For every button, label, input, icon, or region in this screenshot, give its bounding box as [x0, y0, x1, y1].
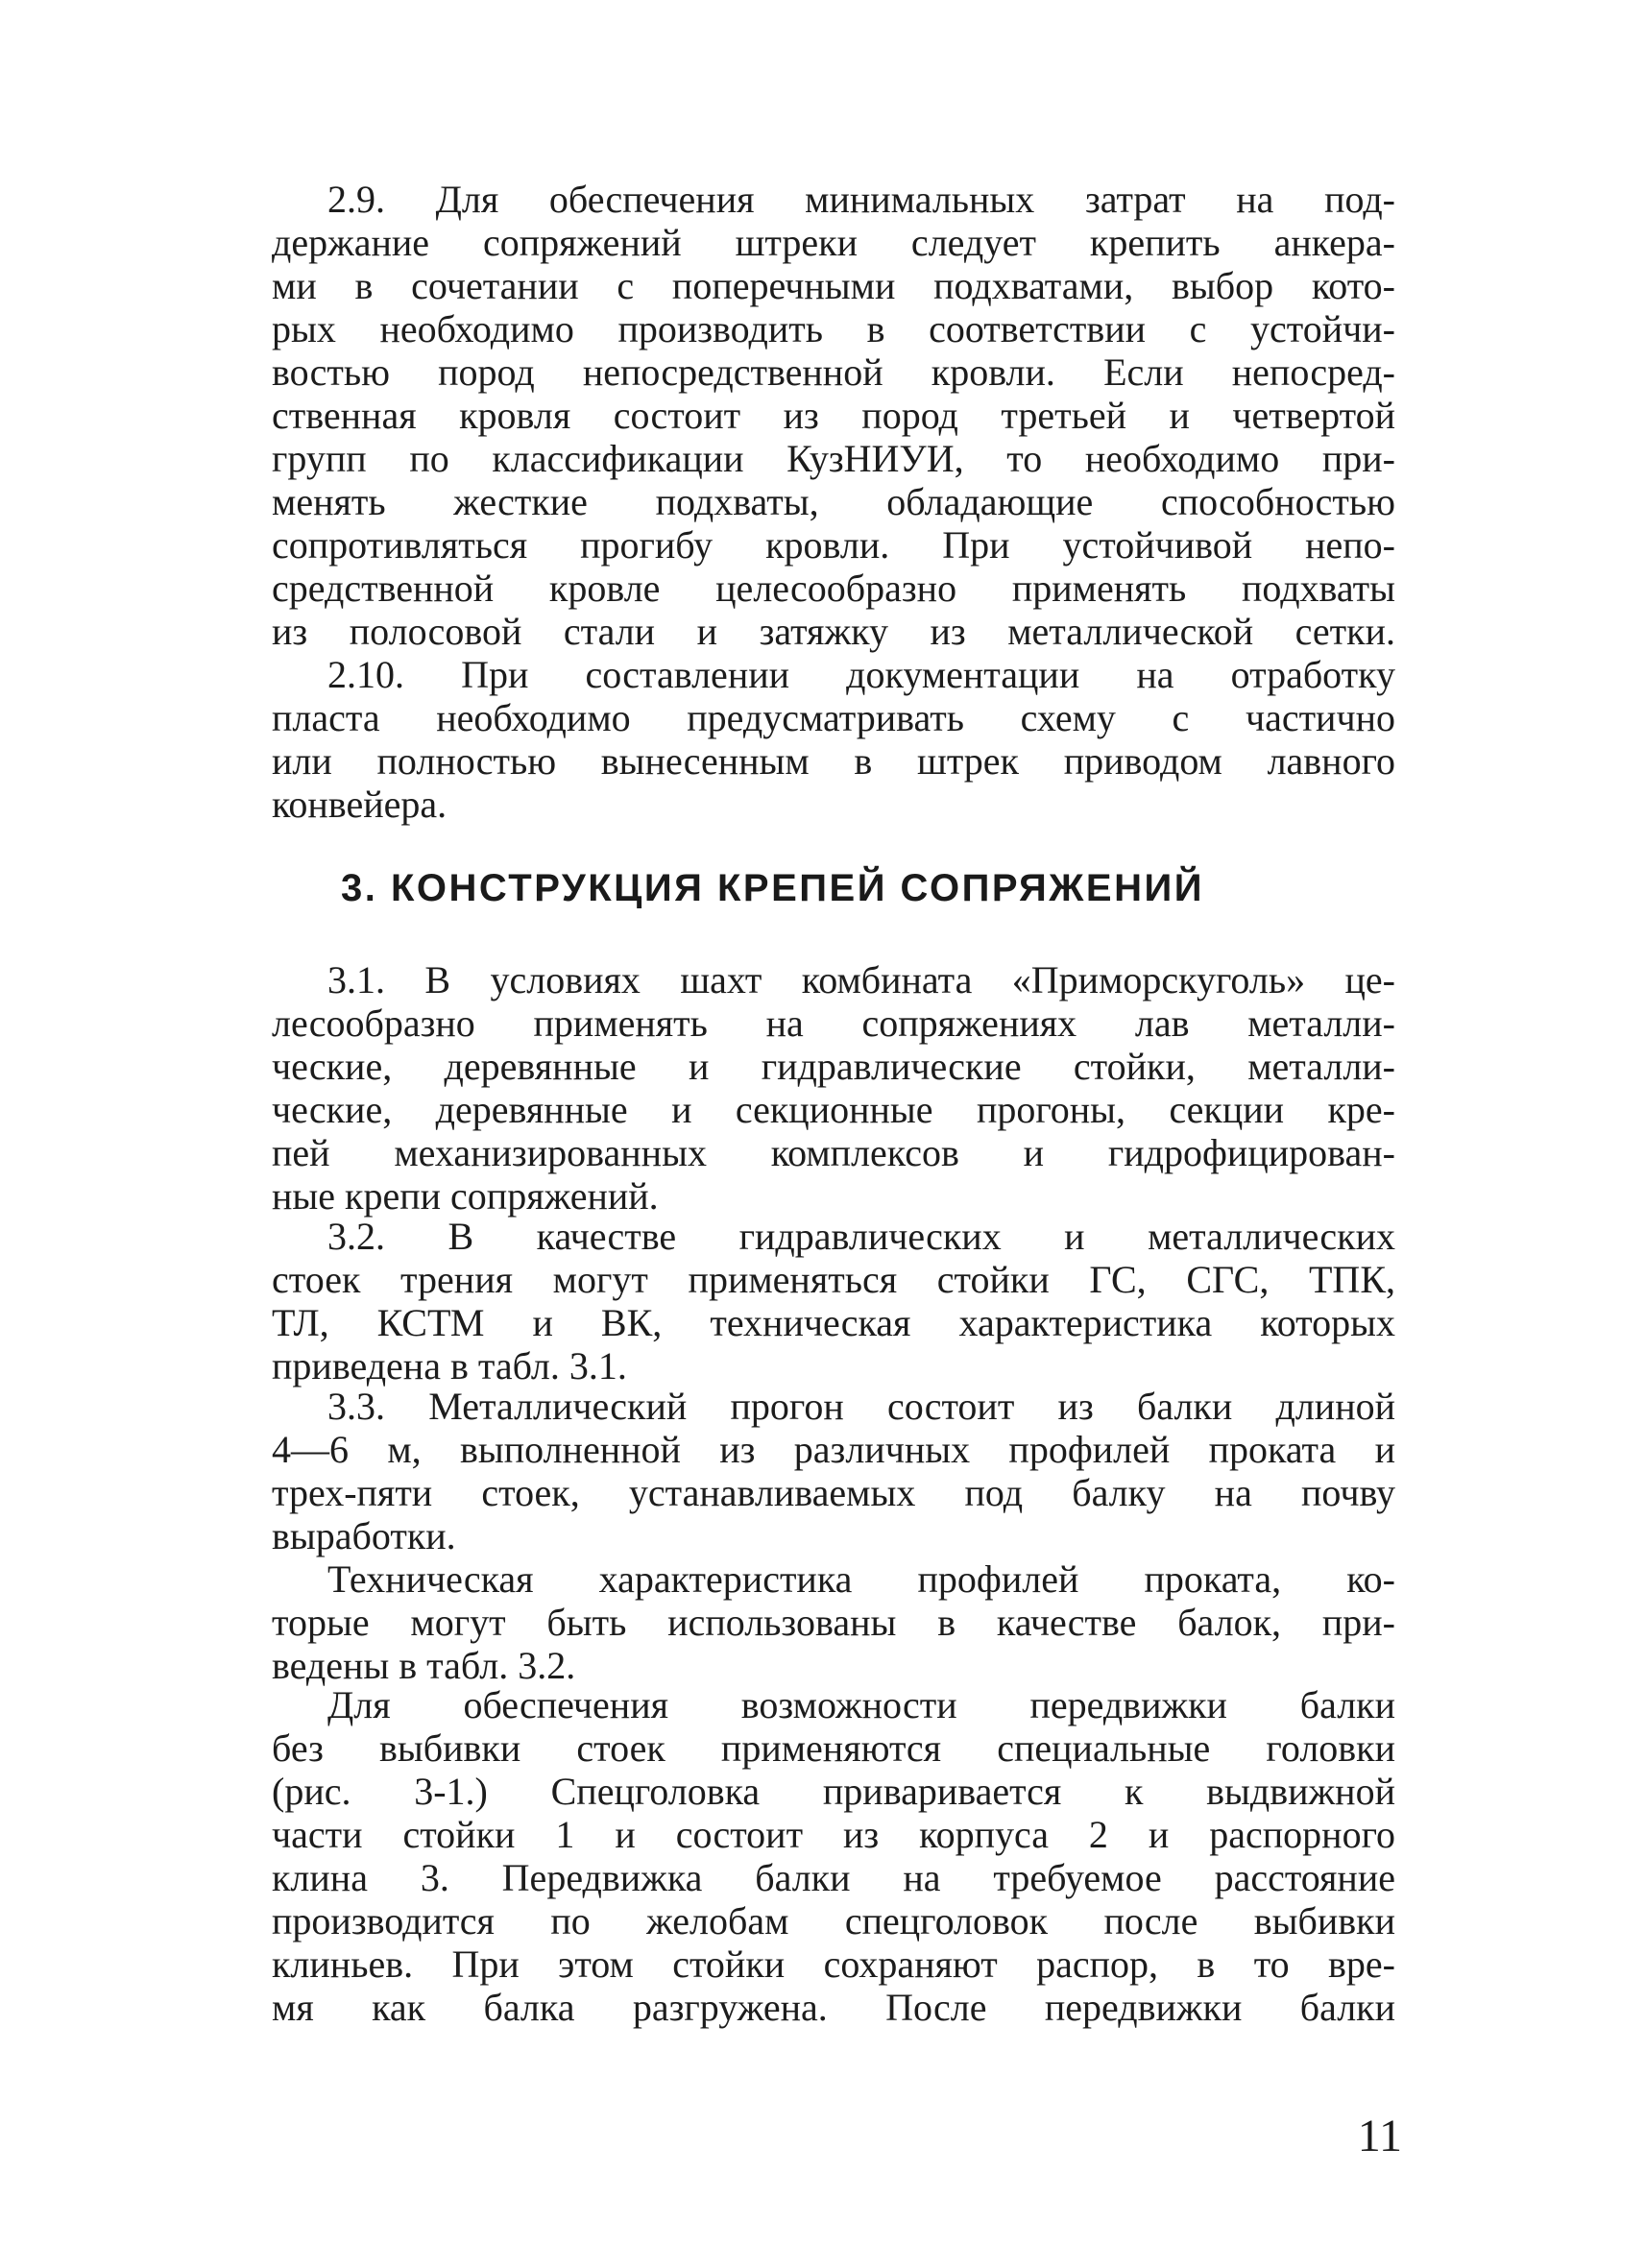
text-line: 3.1. В условиях шахт комбината «Приморскуголь» це- [327, 958, 1395, 1001]
text-line: мя как балка разгружена. После передвижки балки [272, 1986, 1395, 2029]
text-line: ственная кровля состоит из пород третьей и четвертой [272, 394, 1395, 437]
paragraph-tech-characteristics [272, 1557, 1395, 1687]
text-line: ческие, деревянные и гидравлические стойки, металли- [272, 1045, 1395, 1088]
text-line: рых необходимо производить в соответствии с устойчи- [272, 307, 1395, 350]
text-line: производится по желобам спецголовок после выбивки [272, 1899, 1395, 1942]
text-line: 4—6 м, выполненной из различных профилей проката и [272, 1428, 1395, 1471]
section-heading: 3. КОНСТРУКЦИЯ КРЕПЕЙ СОПРЯЖЕНИЙ [341, 867, 1204, 909]
text-line: из полосовой стали и затяжку из металлической сетки. [272, 610, 1395, 653]
text-line: востью пород непосредственной кровли. Если непосред- [272, 350, 1395, 394]
text-line: средственной кровле целесообразно применять подхваты [272, 567, 1395, 610]
text-line: сопротивляться прогибу кровли. При устойчивой непо- [272, 523, 1395, 567]
paragraph-3-2 [272, 1215, 1395, 1387]
text-line: пласта необходимо предусматривать схему с частично [272, 696, 1395, 739]
paragraph-2-9 [272, 178, 1395, 653]
text-line: ные крепи сопряжений. [272, 1174, 659, 1218]
paragraph-2-10 [272, 653, 1395, 826]
text-line: клиньев. При этом стойки сохраняют распор, в то вре- [272, 1942, 1395, 1986]
text-line: приведена в табл. 3.1. [272, 1344, 627, 1387]
paragraph-3-1 [272, 958, 1395, 1218]
text-line: групп по классификации КузНИУИ, то необходимо при- [272, 437, 1395, 480]
text-line: или полностью вынесенным в штрек приводом лавного [272, 739, 1395, 783]
paragraph-beam-movement [272, 1683, 1395, 2029]
text-line: 3.2. В качестве гидравлических и металлических [327, 1215, 1395, 1258]
paragraph-3-3 [272, 1385, 1395, 1557]
text-line: трех-пяти стоек, устанавливаемых под балку на почву [272, 1471, 1395, 1514]
text-line: 3.3. Металлический прогон состоит из балки длиной [327, 1385, 1395, 1428]
text-line: 2.9. Для обеспечения минимальных затрат на под- [327, 178, 1395, 221]
text-line: Техническая характеристика профилей проката, ко- [327, 1557, 1395, 1601]
text-line: клина 3. Передвижка балки на требуемое расстояние [272, 1856, 1395, 1899]
text-line: стоек трения могут применяться стойки ГС, СГС, ТПК, [272, 1258, 1395, 1301]
text-line: конвейера. [272, 783, 448, 826]
page-number: 11 [1357, 2111, 1402, 2161]
text-line: торые могут быть использованы в качестве балок, при- [272, 1601, 1395, 1644]
text-line: менять жесткие подхваты, обладающие способностью [272, 480, 1395, 523]
text-line: держание сопряжений штреки следует крепить анкера- [272, 221, 1395, 264]
text-line: части стойки 1 и состоит из корпуса 2 и распорного [272, 1813, 1395, 1856]
text-line: Для обеспечения возможности передвижки балки [327, 1683, 1395, 1726]
text-line: ТЛ, КСТМ и ВК, техническая характеристика которых [272, 1301, 1395, 1344]
text-line: выработки. [272, 1514, 456, 1557]
text-line: 2.10. При составлении документации на отработку [327, 653, 1395, 696]
text-line: ческие, деревянные и секционные прогоны, секции кре- [272, 1088, 1395, 1131]
text-line: (рис. 3-1.) Спецголовка приваривается к выдвижной [272, 1770, 1395, 1813]
text-line: без выбивки стоек применяются специальные головки [272, 1726, 1395, 1770]
text-line: ведены в табл. 3.2. [272, 1644, 576, 1687]
text-line: пей механизированных комплексов и гидрофицирован- [272, 1131, 1395, 1174]
text-line: лесообразно применять на сопряжениях лав металли- [272, 1001, 1395, 1045]
text-line: ми в сочетании с поперечными подхватами, выбор кото- [272, 264, 1395, 307]
